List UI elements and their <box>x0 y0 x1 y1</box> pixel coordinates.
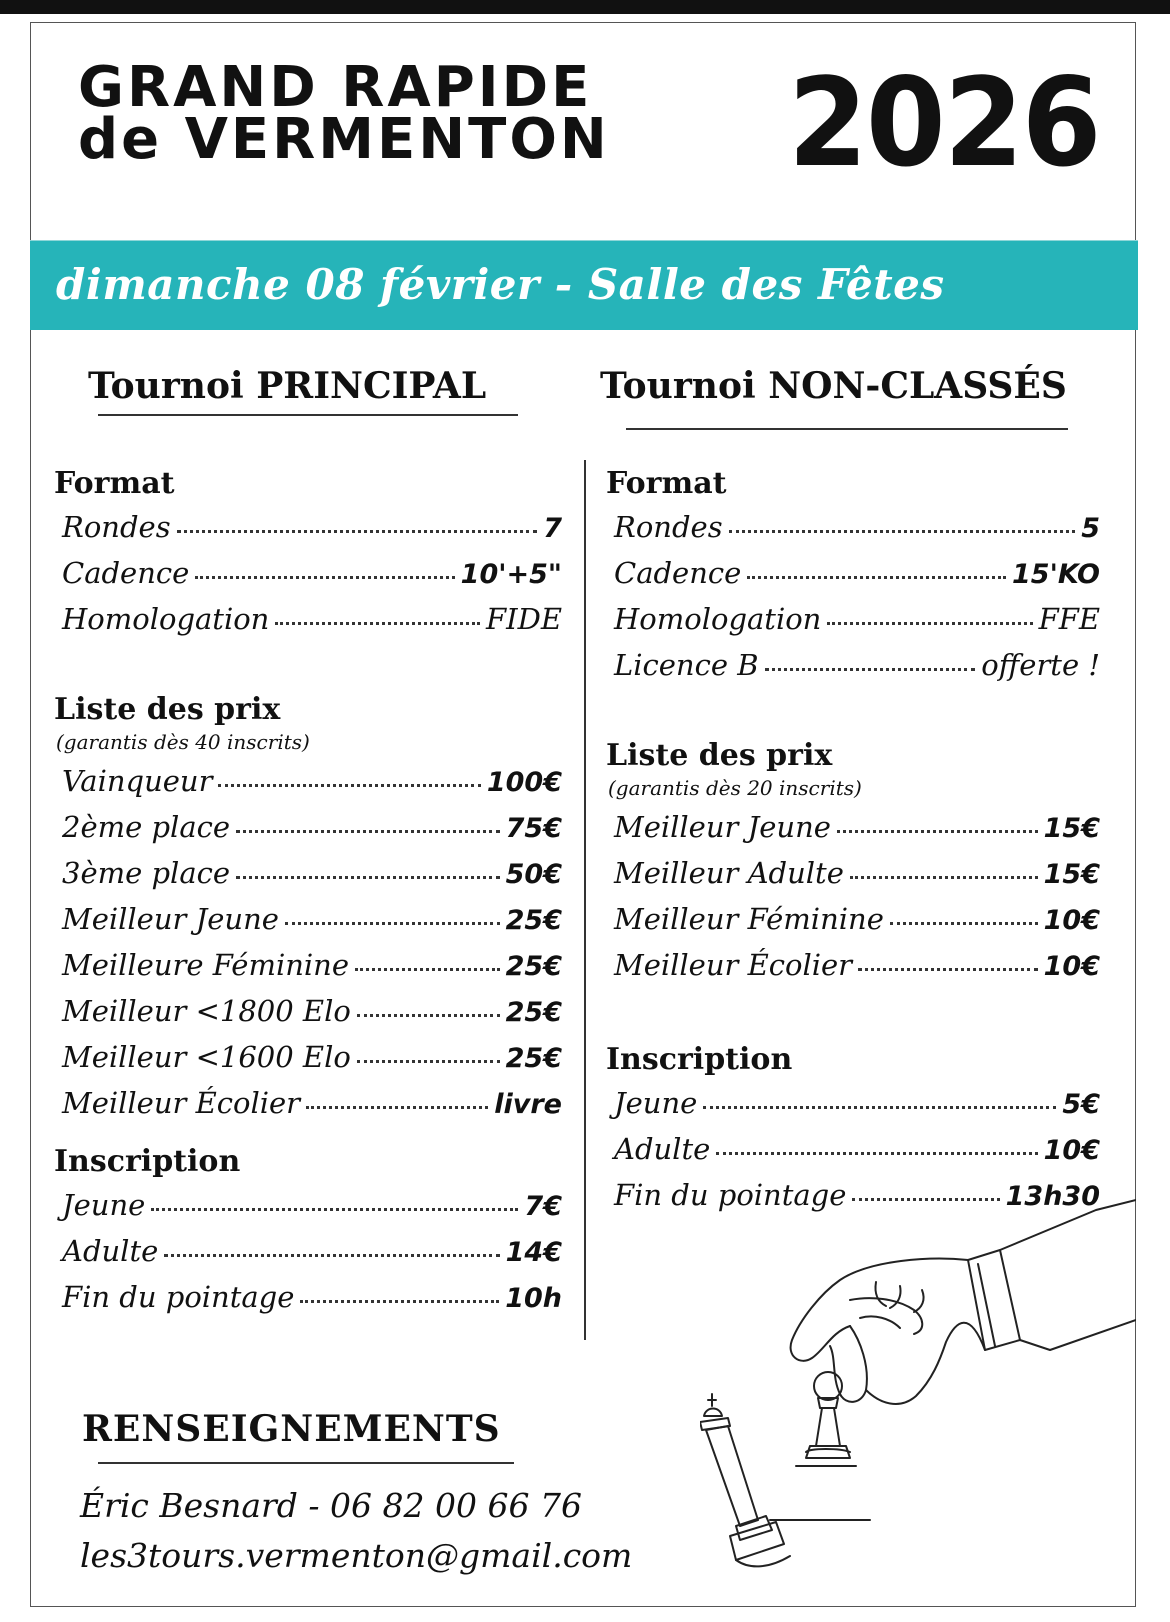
leader-dots <box>716 1152 1037 1155</box>
info-row <box>54 804 562 850</box>
row-value: 10'+5" <box>460 559 562 590</box>
leader-dots <box>729 530 1076 533</box>
row-label: Jeune <box>62 1188 146 1222</box>
leader-dots <box>765 668 976 671</box>
row-value: FFE <box>1038 602 1100 636</box>
info-row <box>54 988 562 1034</box>
info-row <box>54 596 562 642</box>
section-title: Format <box>54 466 175 501</box>
section-title: Inscription <box>54 1144 241 1179</box>
row-value: livre <box>494 1089 562 1120</box>
info-row <box>54 1080 562 1126</box>
info-row <box>54 550 562 596</box>
leader-dots <box>151 1208 518 1211</box>
leader-dots <box>858 968 1038 971</box>
principal-registration-section <box>54 1142 562 1320</box>
principal-format-rows <box>54 504 562 642</box>
row-value: 10€ <box>1043 1135 1100 1166</box>
row-value: offerte ! <box>981 648 1100 682</box>
leader-dots <box>355 968 500 971</box>
section-title: Liste des prix <box>606 738 833 773</box>
principal-title: Tournoi PRINCIPAL <box>88 365 487 407</box>
leader-dots <box>275 622 480 625</box>
row-value: 5€ <box>1062 1089 1100 1120</box>
nonclasses-format-rows <box>606 504 1100 688</box>
row-value: 10h <box>505 1283 562 1314</box>
info-row <box>606 1126 1100 1172</box>
principal-format-section <box>54 464 562 642</box>
row-value: 25€ <box>505 997 562 1028</box>
info-row <box>54 758 562 804</box>
info-row <box>54 942 562 988</box>
info-row <box>606 896 1100 942</box>
row-value: 10€ <box>1043 905 1100 936</box>
row-label: Homologation <box>614 602 822 636</box>
date-venue-text: dimanche 08 février - Salle des Fêtes <box>56 260 945 309</box>
hand-moving-chess-pawn-icon <box>700 1190 1136 1606</box>
row-label: Meilleur Écolier <box>62 1086 301 1120</box>
leader-dots <box>300 1300 499 1303</box>
section-title: Liste des prix <box>54 692 281 727</box>
row-label: 2ème place <box>62 810 231 844</box>
leader-dots <box>850 876 1038 879</box>
row-label: Meilleur Jeune <box>62 902 279 936</box>
leader-dots <box>195 576 454 579</box>
info-row <box>54 1274 562 1320</box>
title-line-2: de VERMENTON <box>78 107 610 172</box>
info-row <box>606 804 1100 850</box>
principal-prizes-section <box>54 690 562 1126</box>
row-value: 15€ <box>1043 859 1100 890</box>
row-label: Licence B <box>614 648 759 682</box>
info-row <box>54 896 562 942</box>
row-label: 3ème place <box>62 856 231 890</box>
contact-name-phone: Éric Besnard - 06 82 00 66 76 <box>80 1486 582 1525</box>
row-value: FIDE <box>486 602 562 636</box>
leader-dots <box>218 784 480 787</box>
info-row <box>606 596 1100 642</box>
row-value: 25€ <box>505 1043 562 1074</box>
row-value: 10€ <box>1043 951 1100 982</box>
contact-title-underline <box>98 1462 514 1464</box>
row-label: Homologation <box>62 602 270 636</box>
leader-dots <box>306 1106 488 1109</box>
section-note: (garantis dès 20 inscrits) <box>608 776 862 800</box>
row-value: 7 <box>543 513 562 544</box>
row-value: 15€ <box>1043 813 1100 844</box>
row-label: Cadence <box>62 556 190 590</box>
section-title: Inscription <box>606 1042 793 1077</box>
row-value: 25€ <box>505 905 562 936</box>
nonclasses-title: Tournoi NON-CLASSÉS <box>600 365 1067 407</box>
row-value: 7€ <box>524 1191 562 1222</box>
leader-dots <box>890 922 1038 925</box>
row-label: Adulte <box>614 1132 711 1166</box>
info-row <box>606 942 1100 988</box>
info-row <box>606 1080 1100 1126</box>
leader-dots <box>703 1106 1056 1109</box>
row-value: 15'KO <box>1012 559 1100 590</box>
info-row <box>606 504 1100 550</box>
row-label: Meilleur <1600 Elo <box>62 1040 351 1074</box>
row-value: 75€ <box>505 813 562 844</box>
row-value: 25€ <box>505 951 562 982</box>
contact-title: RENSEIGNEMENTS <box>82 1408 501 1450</box>
info-row <box>54 1182 562 1228</box>
info-row <box>606 850 1100 896</box>
leader-dots <box>357 1014 500 1017</box>
row-label: Meilleur Écolier <box>614 948 853 982</box>
row-label: Meilleur Jeune <box>614 810 831 844</box>
info-row <box>54 504 562 550</box>
nonclasses-prizes-section <box>606 736 1100 988</box>
leader-dots <box>747 576 1006 579</box>
poster-title <box>78 55 610 172</box>
row-label: Cadence <box>614 556 742 590</box>
contact-email[interactable]: les3tours.vermenton@gmail.com <box>80 1536 633 1575</box>
info-row <box>606 642 1100 688</box>
row-value: 14€ <box>505 1237 562 1268</box>
nonclasses-prize-rows <box>606 804 1100 988</box>
info-row <box>54 1228 562 1274</box>
info-row <box>606 550 1100 596</box>
top-border-bar <box>0 0 1170 14</box>
column-divider <box>584 460 586 1340</box>
date-venue-banner <box>30 240 1138 330</box>
leader-dots <box>827 622 1032 625</box>
section-note: (garantis dès 40 inscrits) <box>56 730 310 754</box>
leader-dots <box>236 876 500 879</box>
row-label: Meilleur <1800 Elo <box>62 994 351 1028</box>
principal-title-underline <box>98 414 518 416</box>
leader-dots <box>285 922 500 925</box>
row-label: Rondes <box>62 510 171 544</box>
section-title: Format <box>606 466 727 501</box>
info-row <box>54 850 562 896</box>
nonclasses-title-underline <box>626 428 1068 430</box>
principal-registration-rows <box>54 1182 562 1320</box>
nonclasses-format-section <box>606 464 1100 688</box>
row-label: Meilleur Adulte <box>614 856 844 890</box>
row-label: Fin du pointage <box>62 1280 295 1314</box>
leader-dots <box>164 1254 499 1257</box>
row-value: 50€ <box>505 859 562 890</box>
row-value: 5 <box>1081 513 1100 544</box>
leader-dots <box>357 1060 500 1063</box>
row-value: 13h30 <box>1005 1181 1100 1212</box>
principal-prize-rows <box>54 758 562 1126</box>
row-label: Meilleur Féminine <box>614 902 884 936</box>
row-label: Meilleure Féminine <box>62 948 350 982</box>
leader-dots <box>837 830 1038 833</box>
title-line-1: GRAND RAPIDE <box>78 55 593 120</box>
row-label: Fin du pointage <box>614 1178 847 1212</box>
row-label: Rondes <box>614 510 723 544</box>
row-label: Jeune <box>614 1086 698 1120</box>
leader-dots <box>236 830 500 833</box>
info-row <box>54 1034 562 1080</box>
leader-dots <box>177 530 538 533</box>
row-label: Adulte <box>62 1234 159 1268</box>
poster-year: 2026 <box>788 52 1100 194</box>
row-value: 100€ <box>486 767 562 798</box>
row-label: Vainqueur <box>62 764 213 798</box>
